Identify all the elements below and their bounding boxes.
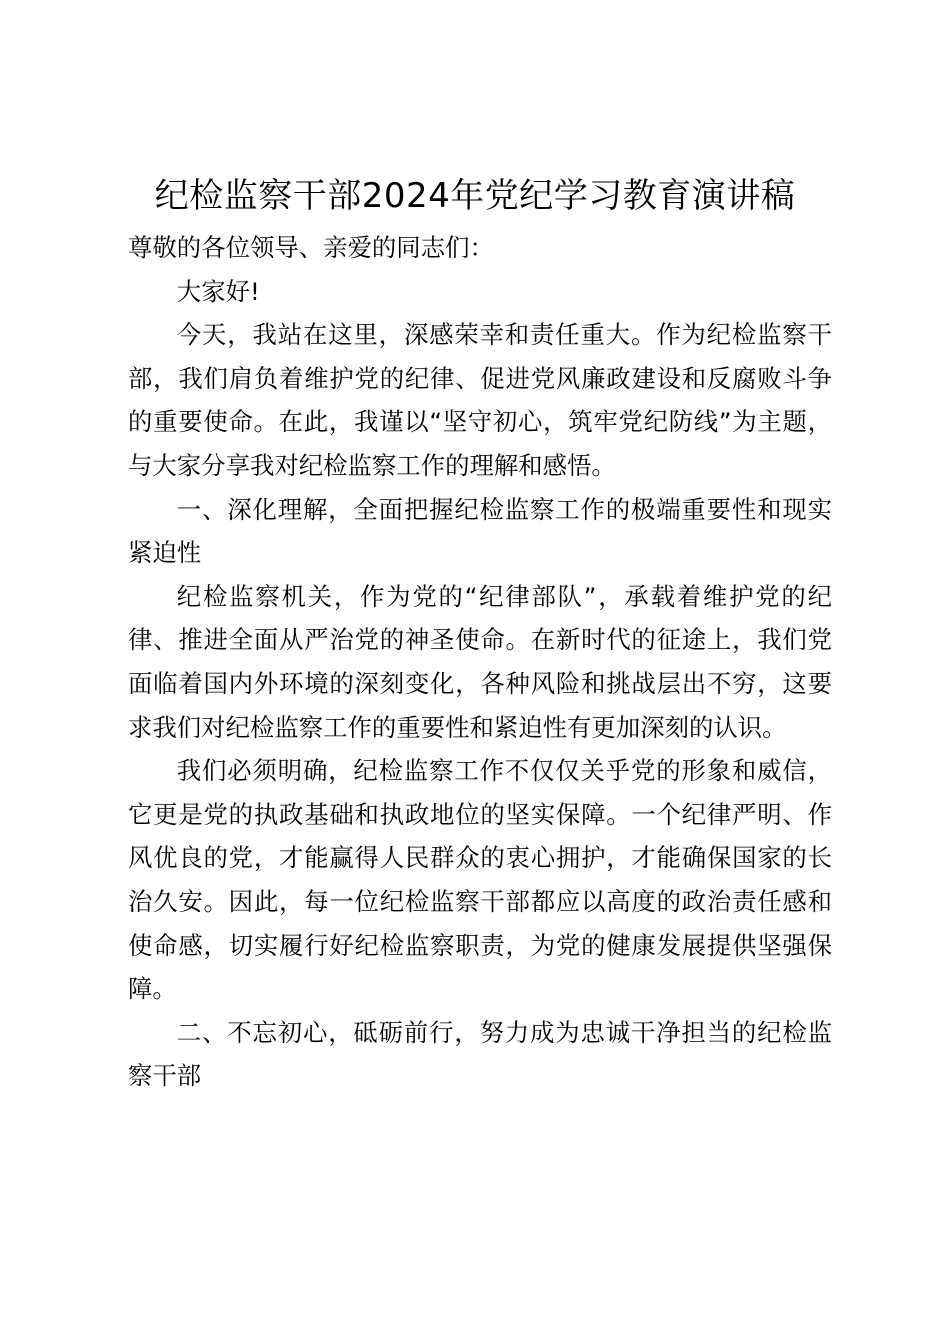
section-heading-2: 二、不忘初心，砥砺前行，努力成为忠诚干净担当的纪检监察干部 (128, 1017, 832, 1091)
paragraph-intro: 今天，我站在这里，深感荣幸和责任重大。作为纪检监察干部，我们肩负着维护党的纪律、促进党风廉政建设和反腐败斗争的重要使命。在此，我谨以“坚守初心，筑牢党纪防线”为主题，与大家分享我对纪检监察工作的理解和感悟。 (128, 320, 832, 480)
paragraph-section-1-b: 我们必须明确，纪检监察工作不仅仅关乎党的形象和威信，它更是党的执政基础和执政地位的坚实保障。一个纪律严明、作风优良的党，才能赢得人民群众的衷心拥护，才能确保国家的长治久安。因此，每一位纪检监察干部都应以高度的政治责任感和使命感，切实履行好纪检监察职责，为党的健康发展提供坚强保障。 (128, 756, 832, 1004)
salutation: 尊敬的各位领导、亲爱的同志们： (128, 233, 494, 262)
document-title: 纪检监察干部2024年党纪学习教育演讲稿 (154, 176, 796, 216)
paragraph-section-1-a: 纪检监察机关，作为党的“纪律部队”，承载着维护党的纪律、推进全面从严治党的神圣使命。在新时代的征途上，我们党面临着国内外环境的深刻变化，各种风险和挑战层出不穷，这要求我们对纪检监察工作的重要性和紧迫性有更加深刻的认识。 (128, 581, 832, 742)
document-body (128, 226, 832, 1098)
greeting: 大家好! (176, 276, 260, 306)
section-heading-1: 一、深化理解，全面把握纪检监察工作的极端重要性和现实紧迫性 (128, 494, 832, 568)
